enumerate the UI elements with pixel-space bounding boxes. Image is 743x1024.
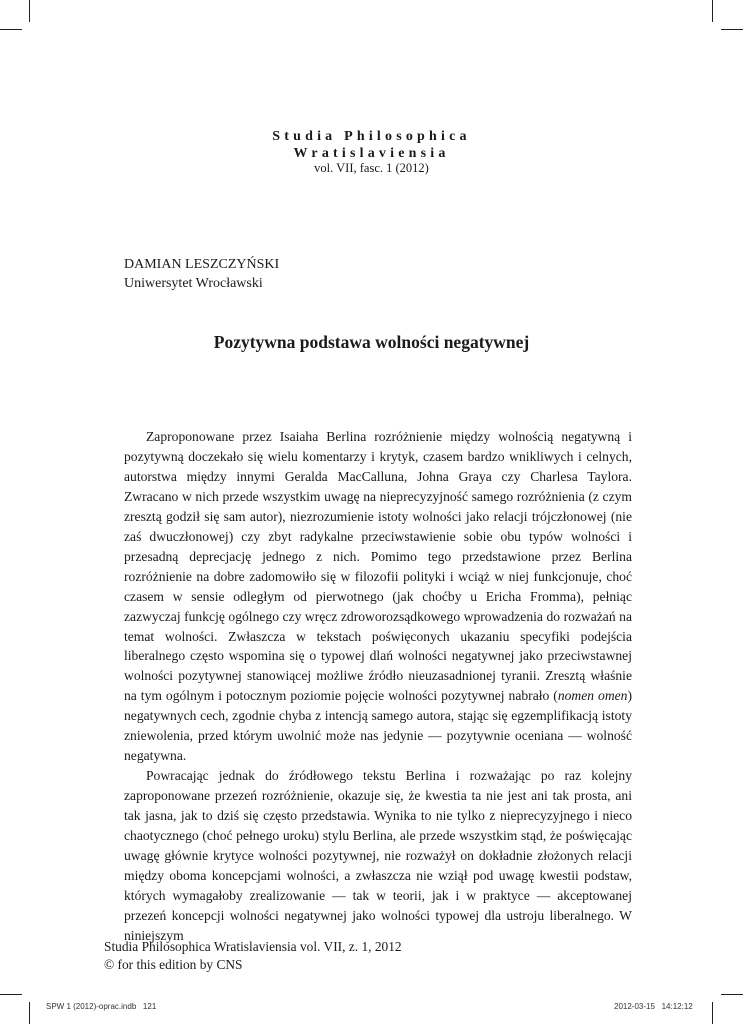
crop-mark [712, 0, 713, 22]
paragraph-1-italic: nomen omen [557, 688, 628, 704]
author-name: DAMIAN LESZCZYŃSKI [124, 257, 280, 272]
crop-mark [0, 29, 22, 30]
paragraph-1 [124, 427, 632, 766]
journal-volume: vol. VII, fasc. 1 (2012) [314, 161, 429, 175]
journal-name [0, 128, 743, 162]
footer-citation: Studia Philosophica Wratislaviensia vol. VII, z. 1, 2012 [104, 939, 402, 954]
copyright-footer [104, 938, 402, 973]
paragraph-2: Powracając jednak do źródłowego tekstu Berlina i rozważając po raz kolejny zaproponowane przezeń rozróżnienie, okazuje się, że kwestia ta nie jest ani tak prosta, ani tak jasna, jak to dziś się często przedstawia. Wynika to nie tylko z nieprecyzyjnego i nieco chaotycznego (choć pełnego uroku) stylu Berlina, ale przede wszystkim stąd, że poświęcając uwagę głównie krytyce wolności pozytywnej, nie rozważył on dokładnie złożonych relacji między oboma koncepcjami wolności, a zwłaszcza nie wziął pod uwagę kwestii podstaw, których wymagałoby zrealizowanie — tak w teorii, jak i w praktyce — akceptowanej przezeń koncepcji wolności negatywnej jako wolności typowej dla ustroju liberalnego. W niniejszym [124, 768, 632, 943]
journal-name-line2: Wratislaviensia [293, 146, 450, 161]
crop-mark [29, 1002, 30, 1024]
article-body [124, 427, 632, 946]
footer-copyright: © for this edition by CNS [104, 956, 243, 972]
author-block [124, 255, 279, 293]
print-slug-timestamp: 2012-03-15 14:12:12 [614, 1002, 693, 1011]
crop-mark [721, 29, 743, 30]
paragraph-1-part-a: Zaproponowane przez Isaiaha Berlina rozróżnienie między wolnością negatywną i pozytywną doczekało się wielu komentarzy i krytyk, czasem bardzo wnikliwych i celnych, autorstwa między innymi Geralda MacCalluna, Johna Graya czy Charlesa Taylora. Zwracano w nich przede wszystkim uwagę na nieprecyzyjność samego rozróżnienia (z czym zresztą godził się sam autor), niezrozumienie istoty wolności jako relacji trójczłonowej (nie zaś dwuczłonowej) czy zbyt radykalne przeciwstawienie sobie obu typów wolności i przesadną deprecjację jednego z nich. Pomimo tego przedstawione przez Berlina rozróżnienie na dobre zadomowiło się w filozofii polityki i wciąż w niej funkcjonuje, choć czasem w sensie odległym od pierwotnego (jak choćby u Ericha Fromma), pełniąc zazwyczaj funkcję ogólnego czy wręcz zdroworozsądkowego wprowadzenia do rozważań na temat wolności. Zwłaszcza w tekstach poświęconych ukazaniu specyfiki podejścia liberalnego często wspomina się o typowej dlań wolności negatywnej jako przeciwstawnej wolności pozytywnej stanowiącej możliwe źródło nieuzasadnionej tyranii. Zresztą właśnie na tym ogólnym i potocznym poziomie pojęcie wolności pozytywnej nabrało ( [124, 429, 632, 704]
crop-mark [712, 1002, 713, 1024]
crop-mark [29, 0, 30, 22]
article-title: Pozytywna podstawa wolności negatywnej [213, 332, 530, 352]
crop-mark [721, 994, 743, 995]
crop-mark [0, 994, 22, 995]
journal-name-line1: Studia Philosophica [272, 129, 471, 144]
author-affiliation: Uniwersytet Wrocławski [124, 276, 263, 291]
paragraph-1-part-b: ) negatywnych cech, zgodnie chyba z intencją samego autora, stając się egzemplifikacją istoty zniewolenia, przed którym uwolnić może nas jedynie — pozytywnie oceniana — wolność negatywna. [124, 688, 632, 764]
print-slug-file: SPW 1 (2012)-oprac.indb 121 [46, 1002, 157, 1011]
